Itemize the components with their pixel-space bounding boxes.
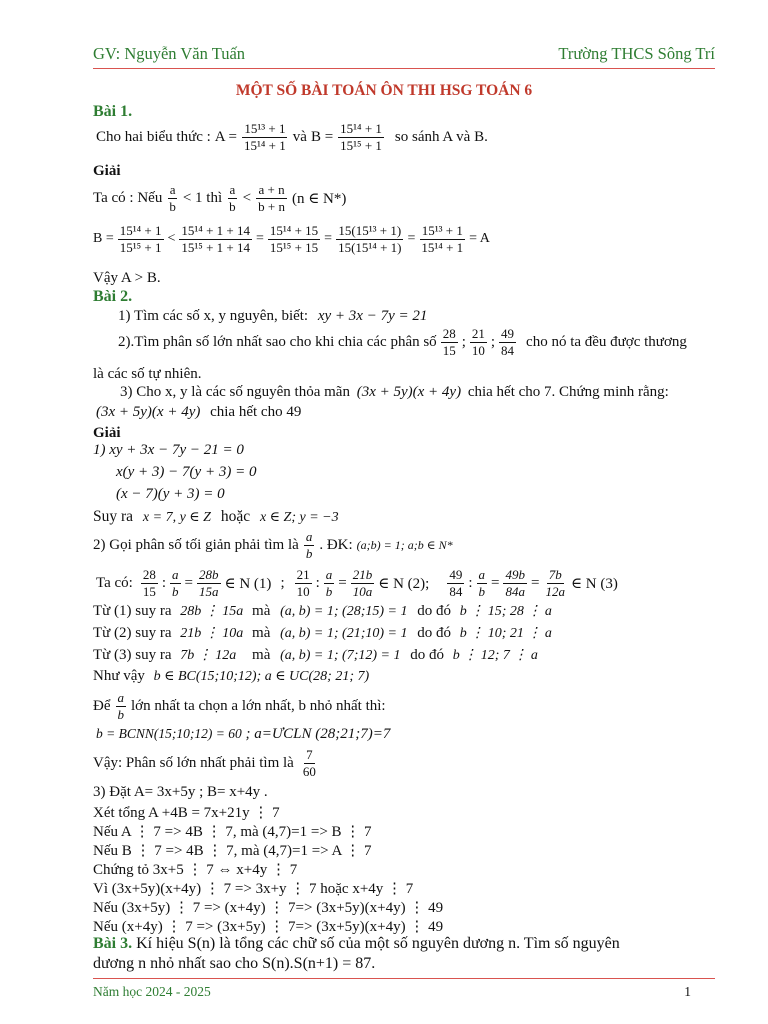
lemma-prefix: Ta có : Nếu [93,189,163,206]
bai2-p1-text: 1) Tìm các số x, y nguyên, biết: [118,308,309,324]
s2-equations [96,568,618,598]
bc-line-tail: ; a=ƯCLN (28;21;7)=7 [245,726,391,742]
p2-frac-2: $\frac{21}{10}$ [471,326,485,358]
s1-line3: (x − 7)(y + 3) = 0 [116,486,225,502]
s1-line1: 1) xy + 3x − 7y − 21 = 0 [93,442,244,458]
from1-b: mà [252,603,271,619]
e3-frac1: $\frac{49}{84}$ [449,567,463,599]
lemma-cond: (n ∈ N*) [291,190,347,207]
from3-b: mà [252,647,271,663]
bai2-p1-eq: xy + 3x − 7y = 21 [317,308,428,324]
bai1-and: và [292,128,307,145]
from2-a: Từ (2) suy ra [93,625,172,641]
e3-eq: = [491,574,500,591]
bai1-problem [96,122,488,152]
s2-l1-cond: (a;b) = 1; a;b ∈ N* [356,537,453,552]
bc-line-m: b = BCNN(15;10;12) = 60 [96,726,242,741]
thus-line [93,668,369,685]
bai1-a-label: A = [214,128,237,145]
lemma-frac-2: $\frac{a}{b}$ [229,182,236,214]
from1-line [93,603,552,620]
p2-tail: cho nó ta đều được thương [526,333,687,350]
chain-op1: < [167,231,176,247]
from2-line [93,625,552,642]
e1-colon: : [161,574,167,591]
chain-tail: = A [469,231,490,247]
from1-c: do đó [417,603,451,619]
bai1-lemma [93,183,346,213]
s2-eq-prefix: Ta có: [96,574,133,591]
s3-line-4: Nếu B ⋮ 7 => 4B ⋮ 7, mà (4,7)=1 => A ⋮ 7 [93,843,372,859]
thus-prefix: Như vậy [93,668,145,684]
s3-line-8: Nếu (x+4y) ⋮ 7 => (3x+5y) ⋮ 7=> (3x+5y)(x+4y) ⋮ 49 [93,919,444,935]
bai3-line1 [93,935,620,953]
chain-frac-4: $\frac{\text{15(15¹³ + 1)}}{\text{15(15¹⁴ + 1)}}$ [338,223,402,255]
bai3-line2: dương n nhỏ nhất sao cho S(n).S(n+1) = 87. [93,955,376,972]
lemma-frac-1: $\frac{a}{b}$ [169,182,176,214]
chain-b: B = [93,231,114,247]
chain-op3: = [324,231,333,247]
e2-tail: ∈ N (2); [378,575,430,592]
from3-m1: 7b ⋮ 12a [180,648,237,663]
header-teacher: GV: Nguyễn Văn Tuấn [93,44,246,63]
max-line [93,691,386,721]
bai1-a-fraction: $\frac{\text{15¹³ + 1}}{\text{15¹⁴ + 1}}$ [244,121,286,153]
e2-frac1: $\frac{21}{10}$ [296,567,310,599]
from2-b: mà [252,625,271,641]
from1-m3: b ⋮ 15; 28 ⋮ a [459,604,552,619]
from1-m1: 28b ⋮ 15a [180,604,244,619]
bai1-conclusion: Vậy A > B. [93,270,161,286]
bai2-p3 [120,384,669,401]
e3-colon: : [468,574,473,591]
p2-frac-1: $\frac{28}{15}$ [442,326,456,358]
from2-c: do đó [417,625,451,641]
e3-tail: ∈ N (3) [570,575,618,592]
p3-line2-expr: (3x + 5y)(x + 4y) [96,404,201,420]
from3-line [93,647,538,664]
ans-prefix: Vậy: Phân số lớn nhất phải tìm là [93,754,294,771]
s2-sep1: ; [280,574,285,591]
lemma-lt1: < 1 thì [182,189,223,206]
s1-line2: x(y + 3) − 7(y + 3) = 0 [116,464,257,480]
header-rule [93,68,715,69]
bai1-b-label: B = [310,128,334,145]
s3-line-3: Nếu A ⋮ 7 => 4B ⋮ 7, mà (4,7)=1 => B ⋮ 7 [93,824,372,840]
chain-frac-5: $\frac{\text{15¹³ + 1}}{\text{15¹⁴ + 1}}$ [421,223,464,255]
bai1-prefix: Cho hai biểu thức : [96,128,211,145]
s1-line4 [93,508,339,526]
answer-line [93,748,319,778]
from2-m1: 21b ⋮ 10a [180,626,244,641]
s1-l4-m2: x ∈ Z; y = −3 [259,510,339,525]
bc-line [96,726,390,743]
bai2-heading: Bài 2. [93,288,133,305]
e1-frac2: $\frac{a}{b}$ [172,567,179,599]
chain-op2: = [256,231,264,247]
lemma-frac-3: $\frac{a + n}{b + n}$ [258,182,285,214]
s2-l1-frac: $\frac{a}{b}$ [305,529,313,561]
from3-a: Từ (3) suy ra [93,647,172,663]
chain-op4: = [407,231,416,247]
e2-eq: = [338,574,347,591]
thus-m: b ∈ BC(15;10;12); a ∈ UC(28; 21; 7) [153,669,370,684]
bai2-p1 [118,308,427,325]
e2-colon: : [315,574,320,591]
header-school: Trường THCS Sông Trí [558,44,715,63]
bai2-p2-line2: là các số tự nhiên. [93,366,202,382]
p3-suffix: chia hết cho 7. Chứng minh rằng: [467,384,669,400]
p2-frac-3: $\frac{49}{84}$ [501,326,515,358]
s1-l4-prefix: Suy ra [93,508,134,525]
s2-line1 [93,530,453,560]
p3-prefix: 3) Cho x, y là các số nguyên thỏa mãn [120,384,350,400]
bai3-text1: Kí hiệu S(n) là tổng các chữ số của một số nguyên dương n. Tìm số nguyên [136,935,620,952]
e2-frac3: $\frac{21b}{10a}$ [352,567,373,599]
s2-l1-prefix: 2) Gọi phân số tối giản phải tìm là [93,536,299,553]
lemma-lt: < [242,189,252,206]
s3-line-7: Nếu (3x+5y) ⋮ 7 => (x+4y) ⋮ 7=> (3x+5y)(x+4y) ⋮ 49 [93,900,444,916]
from3-m3: b ⋮ 12; 7 ⋮ a [452,648,538,663]
bai2-p2 [118,327,687,357]
bai1-suffix: so sánh A và B. [394,128,488,145]
p2-sep1: ; [461,333,466,350]
from1-m2: (a, b) = 1; (28;15) = 1 [280,604,408,619]
s3-line-5: Chứng tỏ 3x+5 ⋮ 7 ⇔ x+4y ⋮ 7 [93,862,298,878]
ans-frac: $\frac{7}{60}$ [302,747,316,779]
p3-expr: (3x + 5y)(x + 4y) [356,384,462,400]
bai2-p3-line2 [96,404,301,421]
from3-m2: (a, b) = 1; (7;12) = 1 [280,648,401,663]
s3-line-6: Vì (3x+5y)(x+4y) ⋮ 7 => 3x+y ⋮ 7 hoặc x+4y ⋮ 7 [93,881,414,897]
bai1-b-fraction: $\frac{\text{15¹⁴ + 1}}{\text{15¹⁵ + 1}}$ [340,121,382,153]
page-number: 1 [684,984,691,999]
e1-tail: ∈ N (1) [224,575,272,592]
e3-frac3: $\frac{49b}{84a}$ [505,567,525,599]
page-title: MỘT SỐ BÀI TOÁN ÔN THI HSG TOÁN 6 [235,82,533,99]
e2-frac2: $\frac{a}{b}$ [325,567,333,599]
s2-l1-dk: . ĐK: [319,536,353,553]
bai2-p2-text: 2).Tìm phân số lớn nhất sao cho khi chia các phân số [118,333,437,350]
bai2-giai: Giải [93,425,121,441]
from2-m3: b ⋮ 10; 21 ⋮ a [459,626,552,641]
bai1-giai: Giải [93,163,121,179]
p2-sep2: ; [490,333,496,350]
e3-eq2: = [530,574,540,591]
footer-rule [93,978,715,979]
footer-year: Năm học 2024 - 2025 [93,984,211,999]
bai1-heading: Bài 1. [93,103,133,120]
s3-line-1: 3) Đặt A= 3x+5y ; B= x+4y . [93,784,268,800]
bai3-heading: Bài 3. [93,935,133,952]
from1-a: Từ (1) suy ra [93,603,172,619]
e1-frac3: $\frac{28b}{15a}$ [199,567,219,599]
chain-frac-1: $\frac{\text{15¹⁴ + 1}}{\text{15¹⁵ + 1}}$ [119,223,162,255]
e1-frac1: $\frac{28}{15}$ [142,567,156,599]
bai1-chain [93,224,490,254]
s1-l4-or: hoặc [220,508,251,525]
chain-frac-3: $\frac{\text{15¹⁴ + 15}}{\text{15¹⁵ + 15}}$ [269,223,319,255]
p3-line2-tail: chia hết cho 49 [210,404,302,420]
chain-frac-2: $\frac{\text{15¹⁴ + 1 + 14}}{\text{15¹⁵ + 1 + 14}}$ [181,223,250,255]
s1-l4-m1: x = 7, y ∈ Z [142,510,211,525]
e3-frac2: $\frac{a}{b}$ [478,567,486,599]
max-tail: lớn nhất ta chọn a lớn nhất, b nhỏ nhất thì: [131,697,386,714]
e3-frac4: $\frac{7b}{12a}$ [545,567,565,599]
max-frac: $\frac{a}{b}$ [117,690,124,722]
s3-line-2: Xét tổng A +4B = 7x+21y ⋮ 7 [93,805,280,821]
e1-eq: = [184,574,193,591]
from2-m2: (a, b) = 1; (21;10) = 1 [280,626,408,641]
max-prefix: Để [93,697,111,714]
from3-c: do đó [410,647,444,663]
